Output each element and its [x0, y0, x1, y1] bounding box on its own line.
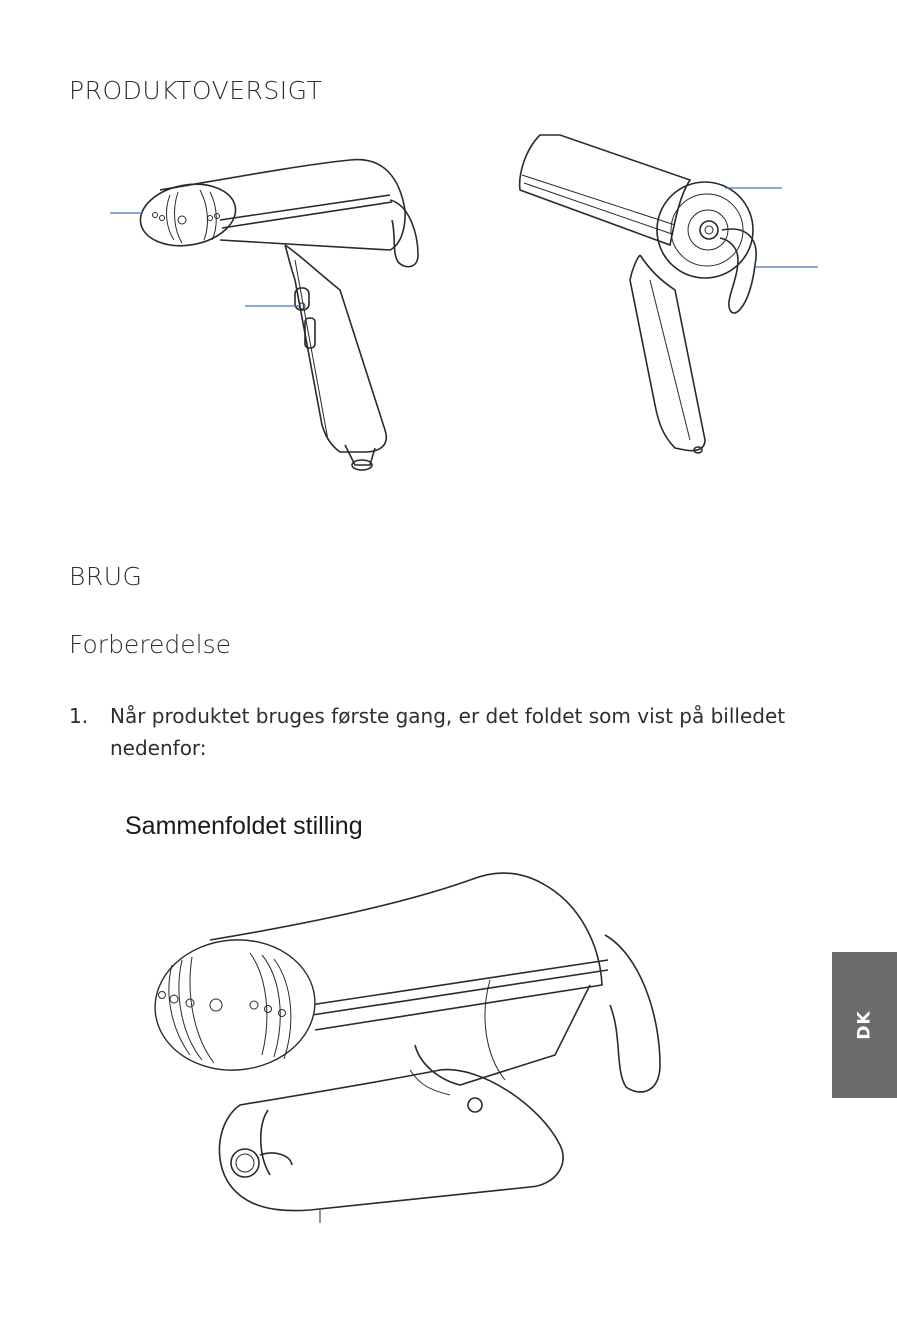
- step-1-text: Når produktet bruges første gang, er det foldet som vist på billedet nedenfor:: [110, 704, 786, 760]
- section-heading-usage: BRUG: [69, 562, 143, 591]
- section-heading-product-overview: PRODUKTOVERSIGT: [69, 76, 323, 105]
- step-1: [69, 700, 789, 764]
- language-tab: [832, 952, 897, 1098]
- figure-caption-folded-position: Sammenfoldet stilling: [125, 812, 363, 840]
- subheading-preparation: Forberedelse: [69, 630, 232, 659]
- product-rear-view-illustration: [500, 130, 830, 470]
- step-1-number: 1.: [69, 704, 89, 728]
- language-tab-label: DK: [854, 1010, 875, 1040]
- folded-steamer-drawing: [150, 873, 660, 1223]
- front-view-drawing: [110, 160, 418, 470]
- rear-view-drawing: [520, 135, 818, 453]
- product-front-view-illustration: [100, 140, 440, 480]
- folded-position-illustration: [150, 865, 670, 1225]
